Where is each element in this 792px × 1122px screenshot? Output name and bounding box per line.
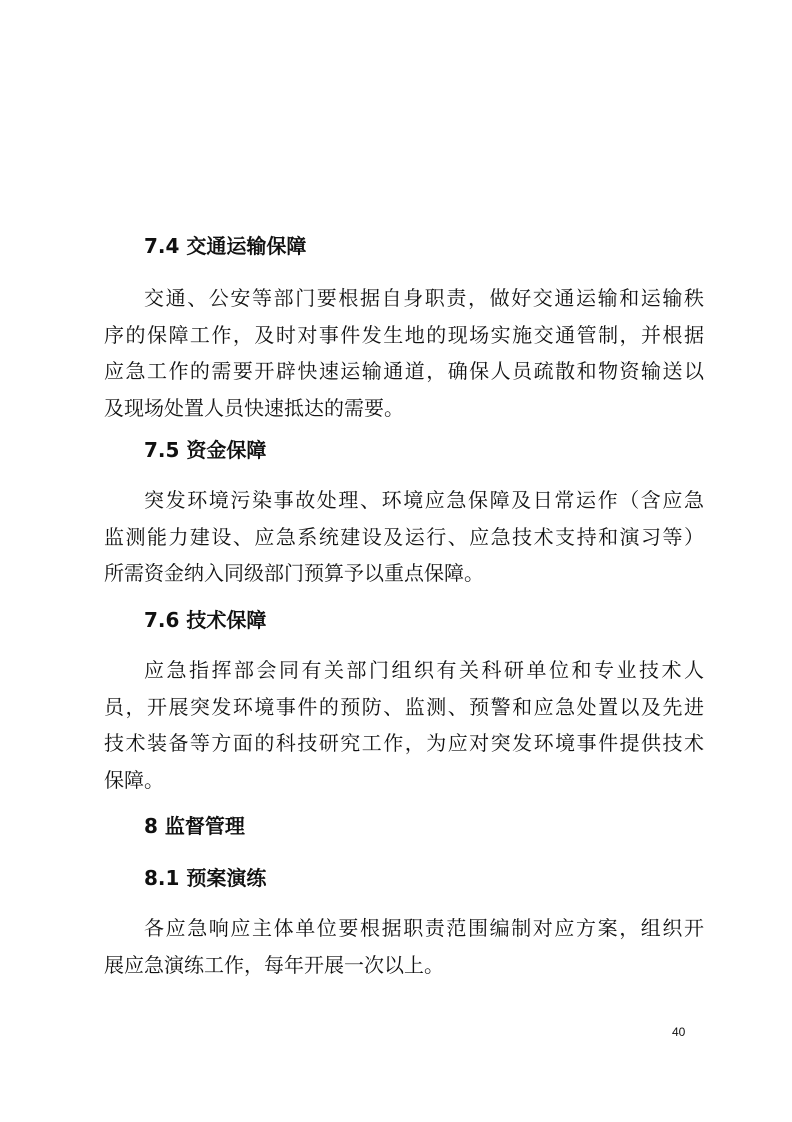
paragraph-line: 保障。: [104, 767, 164, 792]
paragraph-line: 序的保障工作，及时对事件发生地的现场实施交通管制，并根据: [104, 322, 704, 347]
paragraph-line: 监测能力建设、应急系统建设及运行、应急技术支持和演习等）: [104, 524, 704, 549]
section-paragraph-7-6: [104, 652, 704, 798]
section-heading-7-5: 7.5 资金保障: [144, 438, 267, 462]
section-paragraph-7-5: [104, 482, 704, 592]
section-paragraph-8-1: [104, 910, 704, 983]
section-paragraph-7-4: [104, 280, 704, 426]
paragraph-line: 各应急响应主体单位要根据职责范围编制对应方案，组织开: [144, 916, 704, 940]
page-number: 40: [672, 1025, 686, 1039]
section-heading-7-6: 7.6 技术保障: [144, 608, 267, 632]
paragraph-line: 所需资金纳入同级部门预算予以重点保障。: [104, 561, 484, 585]
paragraph-line: 展应急演练工作，每年开展一次以上。: [104, 952, 444, 977]
paragraph-line: 应急工作的需要开辟快速运输通道，确保人员疏散和物资输送以: [104, 359, 704, 383]
paragraph-line: 突发环境污染事故处理、环境应急保障及日常运作（含应急: [144, 488, 704, 512]
paragraph-line: 交通、公安等部门要根据自身职责，做好交通运输和运输秩: [144, 286, 704, 310]
paragraph-line: 及现场处置人员快速抵达的需要。: [104, 395, 404, 420]
section-heading-8-1: 8.1 预案演练: [144, 866, 267, 890]
paragraph-line: 应急指挥部会同有关部门组织有关科研单位和专业技术人: [144, 658, 704, 682]
section-heading-8: 8 监督管理: [144, 814, 245, 838]
paragraph-line: 员，开展突发环境事件的预防、监测、预警和应急处置以及先进: [104, 694, 704, 719]
section-heading-7-4: 7.4 交通运输保障: [144, 234, 307, 258]
paragraph-line: 技术装备等方面的科技研究工作，为应对突发环境事件提供技术: [104, 731, 704, 755]
